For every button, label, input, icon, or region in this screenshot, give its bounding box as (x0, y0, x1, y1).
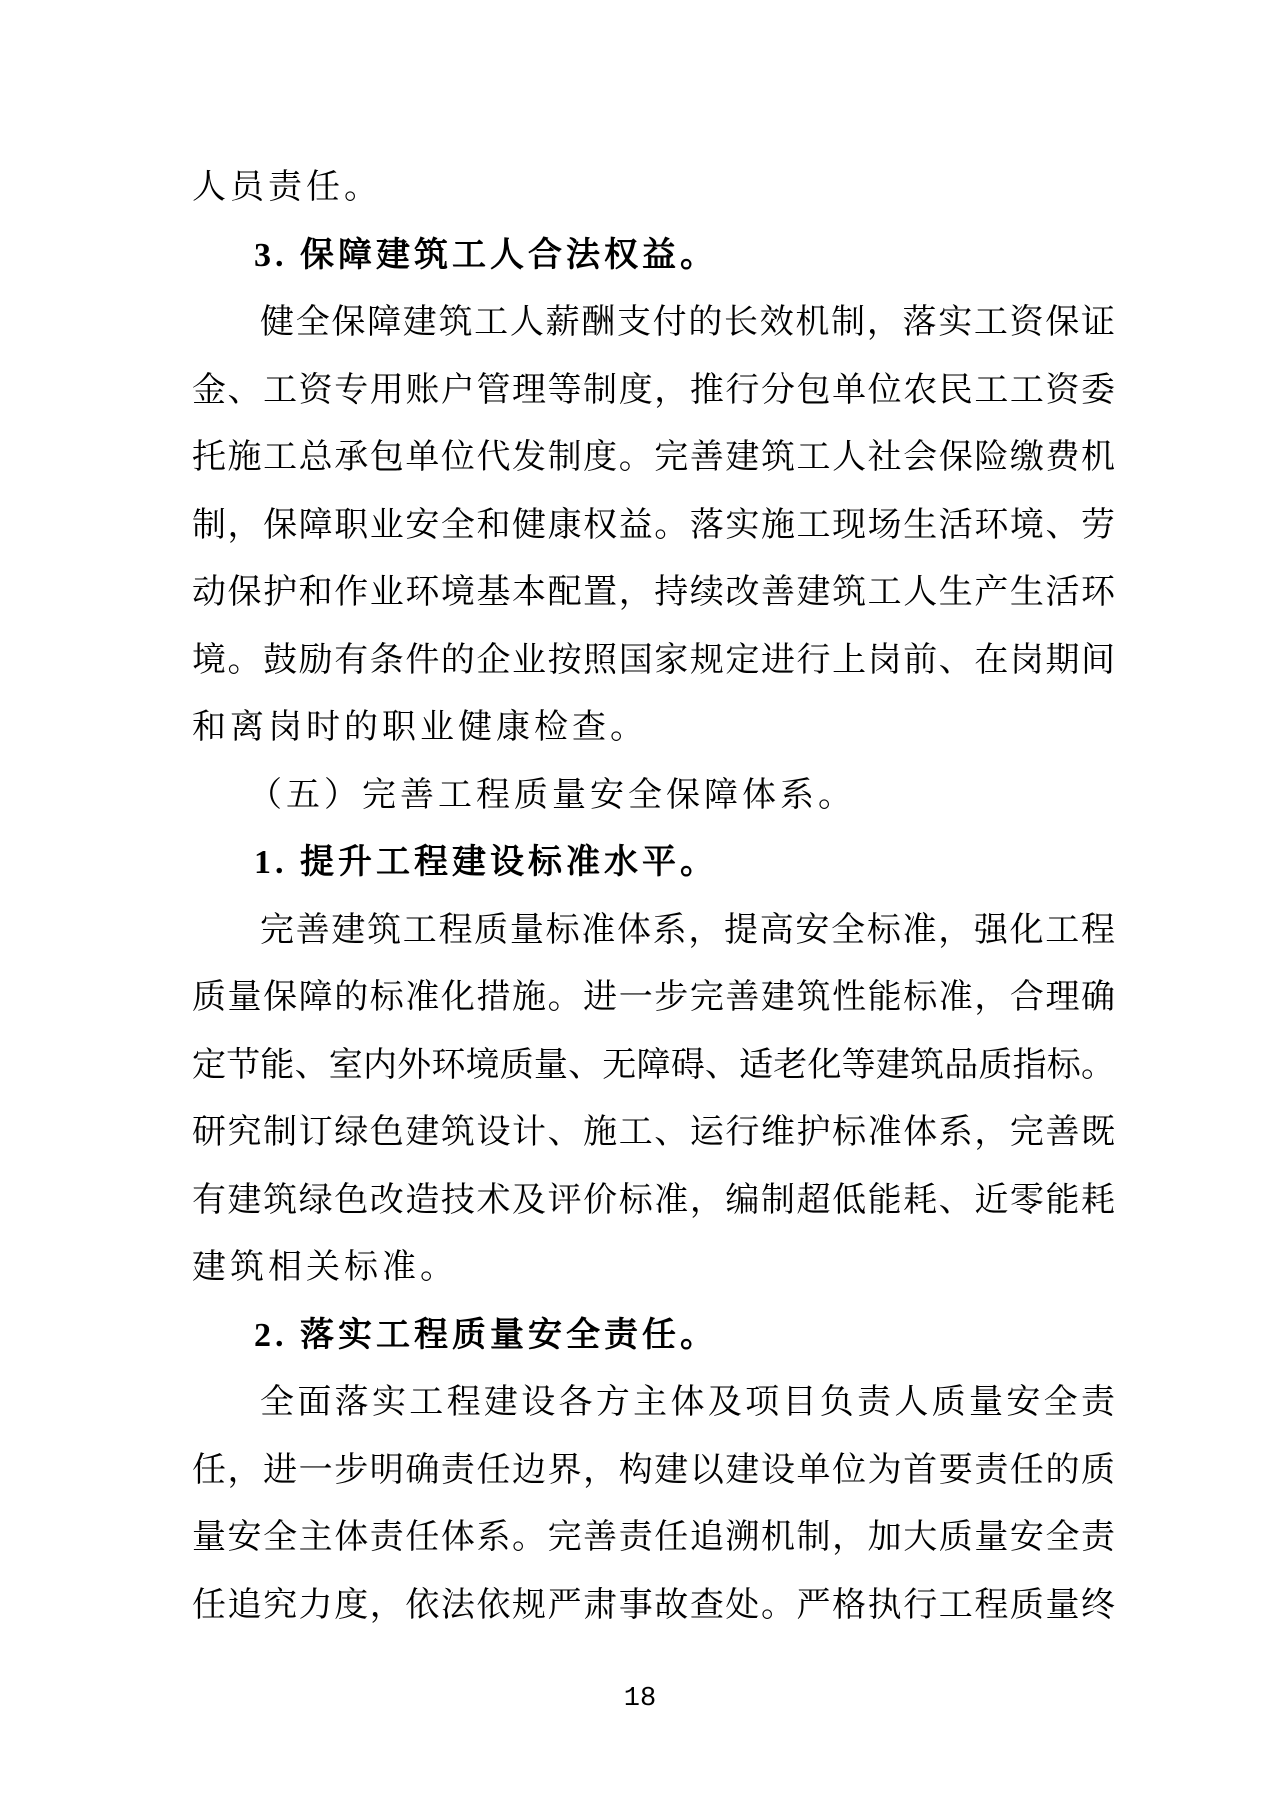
text-line: 定节能、室内外环境质量、无障碍、适老化等建筑品质指标。 (192, 1046, 1115, 1084)
text-line: 托施工总承包单位代发制度。完善建筑工人社会保险缴费机 (192, 439, 1115, 476)
text-line: 完善建筑工程质量标准体系，提高安全标准，强化工程 (260, 911, 1115, 949)
text-line: 有建筑绿色改造技术及评价标准，编制超低能耗、近零能耗 (192, 1181, 1115, 1219)
text-line: 和离岗时的职业健康检查。 (192, 709, 648, 746)
text-line: 质量保障的标准化措施。进一步完善建筑性能标准，合理确 (192, 979, 1115, 1016)
text-line: 动保护和作业环境基本配置，持续改善建筑工人生产生活环 (192, 574, 1115, 611)
text-line: 制，保障职业安全和健康权益。落实施工现场生活环境、劳 (192, 506, 1115, 544)
document-body (192, 154, 1115, 1639)
text-line: 人员责任。 (192, 169, 382, 206)
text-line: 全面落实工程建设各方主体及项目负责人质量安全责 (260, 1384, 1115, 1421)
text-line: 量安全主体责任体系。完善责任追溯机制，加大质量安全责 (192, 1519, 1115, 1556)
text-line: （五）完善工程质量安全保障体系。 (248, 776, 856, 814)
text-line: 研究制订绿色建筑设计、施工、运行维护标准体系，完善既 (192, 1114, 1115, 1151)
page-number: 18 (623, 1684, 657, 1714)
heading-line: 3. 保障建筑工人合法权益。 (254, 236, 718, 274)
text-line: 境。鼓励有条件的企业按照国家规定进行上岗前、在岗期间 (192, 641, 1115, 679)
heading-line: 2. 落实工程质量安全责任。 (254, 1316, 718, 1354)
text-line: 任追究力度，依法依规严肃事故查处。严格执行工程质量终 (192, 1586, 1115, 1624)
text-line: 健全保障建筑工人薪酬支付的长效机制，落实工资保证 (260, 304, 1115, 341)
heading-line: 1. 提升工程建设标准水平。 (254, 844, 718, 881)
text-line: 建筑相关标准。 (192, 1249, 458, 1286)
text-line: 任，进一步明确责任边界，构建以建设单位为首要责任的质 (192, 1451, 1115, 1489)
text-line: 金、工资专用账户管理等制度，推行分包单位农民工工资委 (192, 371, 1115, 409)
